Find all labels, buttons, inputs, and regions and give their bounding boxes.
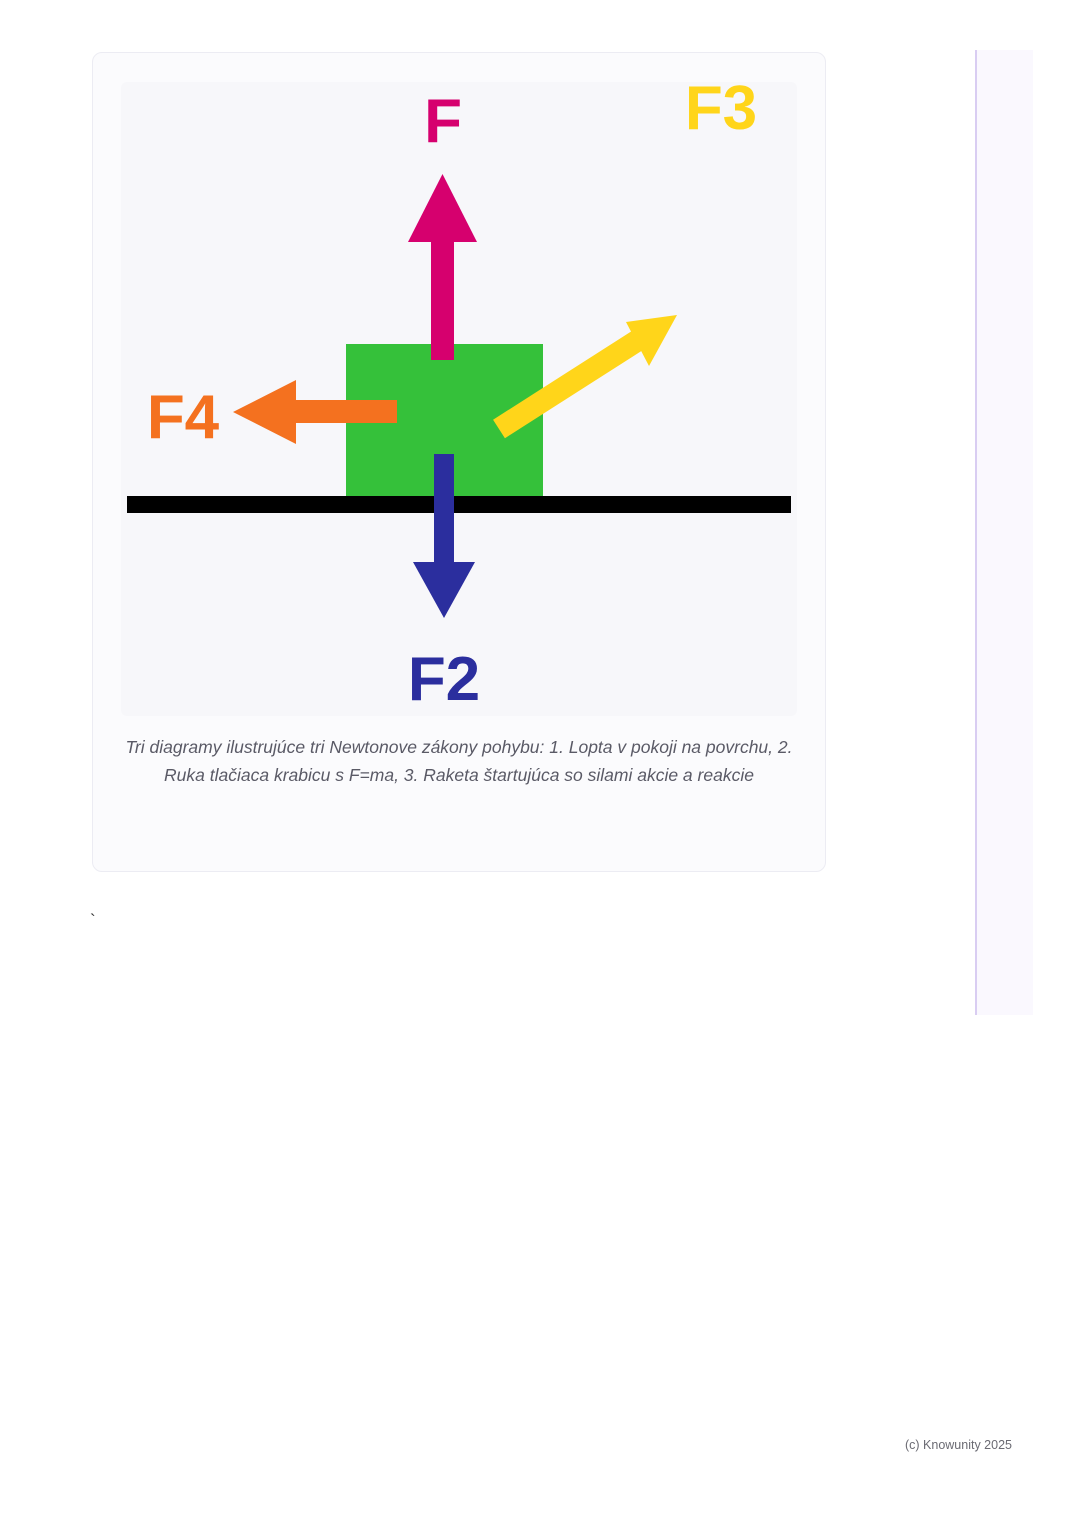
stray-text-mark: `: [90, 911, 96, 930]
label-f-up: F: [424, 87, 462, 156]
figure-caption: Tri diagramy ilustrujúce tri Newtonove zákony pohybu: 1. Lopta v pokoji na povrchu, 2. Ruka tlačiaca krabicu s F=ma, 3. Raketa štartujúca so silami akcie a reakcie: [125, 737, 793, 785]
ground-line: [127, 496, 791, 513]
label-f4: F4: [146, 383, 220, 452]
arrow-up: [408, 174, 477, 360]
force-diagram: [121, 82, 797, 716]
page-edge-strip: [975, 50, 1033, 1015]
label-f2: F2: [407, 645, 481, 714]
figure-image-area: [121, 82, 797, 716]
label-f3: F3: [684, 82, 758, 143]
footer-copyright: (c) Knowunity 2025: [904, 1438, 1012, 1452]
figure-card: [92, 52, 826, 872]
